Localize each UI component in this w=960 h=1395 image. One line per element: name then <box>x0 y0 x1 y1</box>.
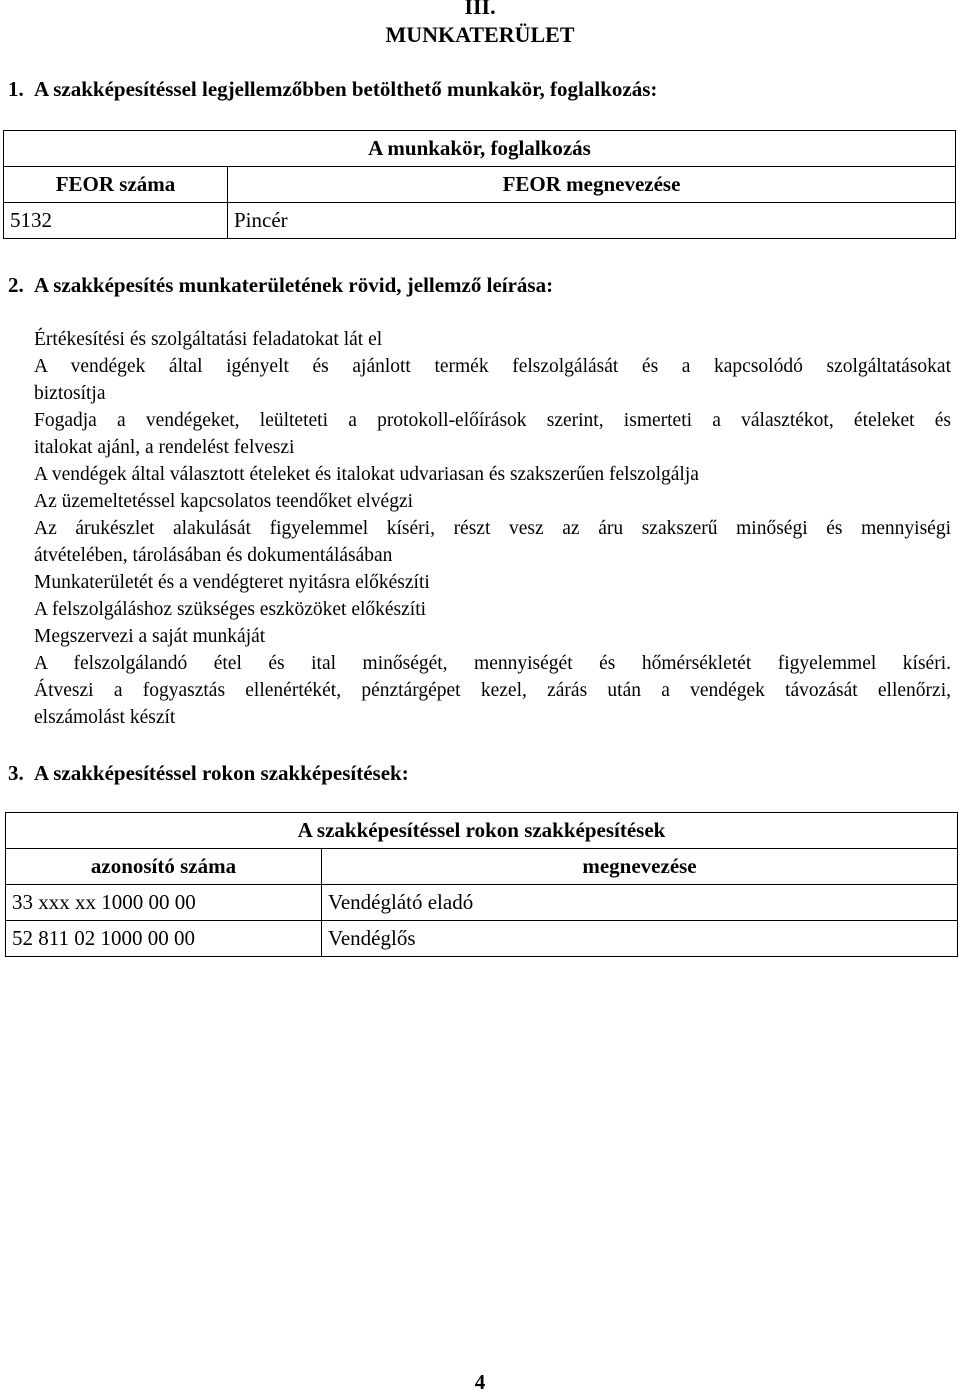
related-table-group-row <box>6 813 958 849</box>
related-code-header: azonosító száma <box>6 849 322 885</box>
related-qualifications-table <box>5 812 958 957</box>
section1-heading-text: A szakképesítéssel legjellemzőbben betölthető munkakör, foglalkozás: <box>34 77 658 101</box>
feor-code-header: FEOR száma <box>4 167 228 203</box>
description-line: Értékesítési és szolgáltatási feladatokat lát el <box>34 329 383 350</box>
description-line: elszámolást készít <box>34 707 176 728</box>
description-line: Az árukészlet alakulását figyelemmel kíséri, részt vesz az áru szakszerű minőségi és mennyiségi <box>34 518 951 539</box>
section1-number: 1. <box>8 77 24 101</box>
table-row <box>6 885 958 921</box>
feor-name-cell: Pincér <box>228 203 956 239</box>
section1-heading <box>8 76 657 102</box>
feor-table-group-row <box>4 131 956 167</box>
related-name-cell: Vendéglátó eladó <box>322 885 958 921</box>
description-line: A vendégek által választott ételeket és italokat udvariasan és szakszerűen felszolgálja <box>34 464 699 485</box>
description-line: A felszolgálandó étel és ital minőségét, mennyiségét és hőmérsékletét figyelemmel kíséri. <box>34 653 951 674</box>
description-line: átvételében, tárolásában és dokumentálásában <box>34 545 393 566</box>
chapter-title: MUNKATERÜLET <box>385 22 575 47</box>
related-code-cell: 33 xxx xx 1000 00 00 <box>6 885 322 921</box>
feor-table <box>3 130 956 239</box>
related-name-header: megnevezése <box>322 849 958 885</box>
description-line: biztosítja <box>34 383 106 404</box>
description-line: Az üzemeltetéssel kapcsolatos teendőket elvégzi <box>34 491 414 512</box>
section2-heading-text: A szakképesítés munkaterületének rövid, jellemző leírása: <box>34 273 554 297</box>
feor-name-header: FEOR megnevezése <box>228 167 956 203</box>
related-name-cell: Vendéglős <box>322 921 958 957</box>
section2-number: 2. <box>8 273 24 297</box>
feor-table-header-row <box>4 167 956 203</box>
description-line: A felszolgáláshoz szükséges eszközöket előkészíti <box>34 599 427 620</box>
description-line: Megszervezi a saját munkáját <box>34 626 266 647</box>
description-line: Fogadja a vendégeket, leülteteti a protokoll-előírások szerint, ismerteti a választékot, ételeket és <box>34 410 951 431</box>
feor-group-header: A munkakör, foglalkozás <box>4 131 956 167</box>
description-line: A vendégek által igényelt és ajánlott termék felszolgálását és a kapcsolódó szolgáltatásokat <box>34 356 951 377</box>
section3-heading <box>8 760 409 786</box>
description-line: italokat ajánl, a rendelést felveszi <box>34 437 295 458</box>
section2-heading <box>8 272 553 298</box>
related-group-header: A szakképesítéssel rokon szakképesítések <box>6 813 958 849</box>
table-row <box>6 921 958 957</box>
section3-heading-text: A szakképesítéssel rokon szakképesítések: <box>34 761 409 785</box>
chapter-roman: III. <box>464 0 496 19</box>
related-code-cell: 52 811 02 1000 00 00 <box>6 921 322 957</box>
description-line: Munkaterületét és a vendégteret nyitásra előkészíti <box>34 572 430 593</box>
page-number: 4 <box>474 1370 486 1394</box>
related-table-header-row <box>6 849 958 885</box>
section3-number: 3. <box>8 761 24 785</box>
description-line: Átveszi a fogyasztás ellenértékét, pénztárgépet kezel, zárás után a vendégek távozását ellenőrzi, <box>34 680 951 701</box>
table-row <box>4 203 956 239</box>
feor-code-cell: 5132 <box>4 203 228 239</box>
